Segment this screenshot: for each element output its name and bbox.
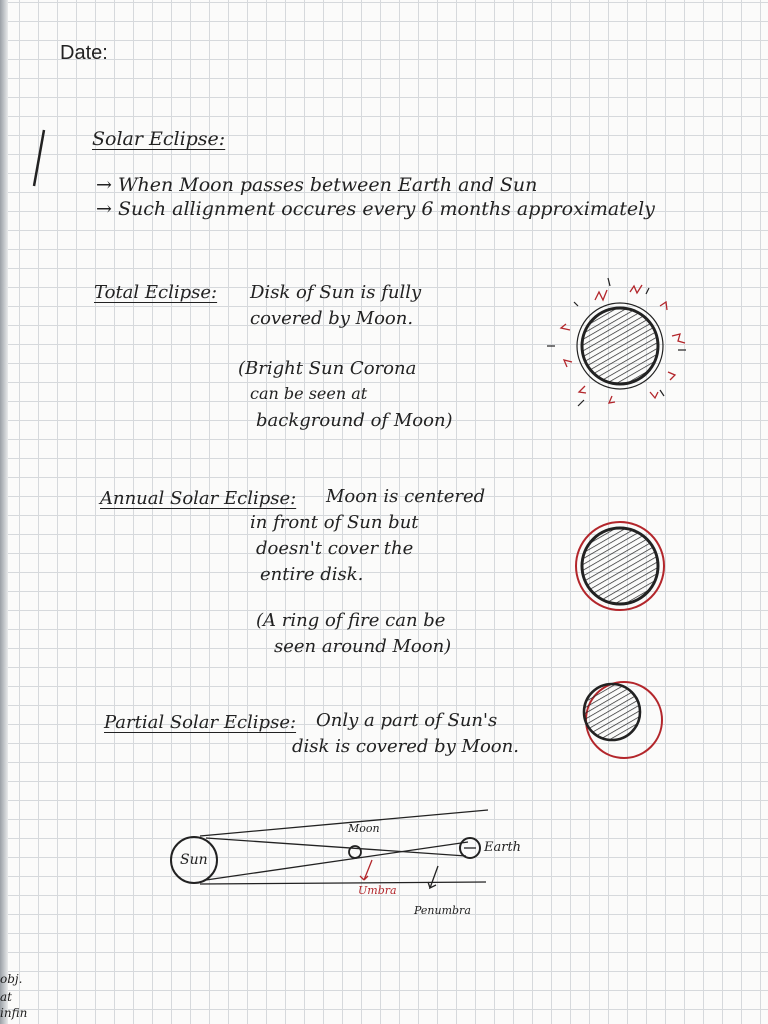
partial-eclipse-text: disk is covered by Moon.: [292, 736, 519, 757]
bullet-item: → When Moon passes between Earth and Sun: [96, 174, 538, 196]
bullet-item: → Such allignment occures every 6 months approximately: [96, 198, 655, 220]
margin-fragment: at: [0, 990, 12, 1004]
annual-eclipse-text: in front of Sun but: [250, 512, 419, 533]
earth-label: Earth: [484, 840, 522, 855]
penumbra-label: Penumbra: [414, 904, 471, 917]
total-eclipse-text: Disk of Sun is fully: [250, 282, 422, 303]
total-eclipse-note: background of Moon): [256, 410, 453, 431]
section-title: Solar Eclipse:: [92, 128, 226, 150]
annual-eclipse-note: seen around Moon): [274, 636, 452, 657]
sun-label: Sun: [180, 852, 208, 868]
umbra-label: Umbra: [358, 884, 397, 897]
annual-eclipse-text: Moon is centered: [326, 486, 486, 507]
annual-eclipse-text: entire disk.: [260, 564, 364, 585]
moon-label: Moon: [348, 822, 380, 835]
total-eclipse-note: (Bright Sun Corona: [238, 358, 417, 379]
annual-eclipse-note: (A ring of fire can be: [256, 610, 446, 631]
date-label: Date:: [60, 42, 108, 64]
total-eclipse-text: covered by Moon.: [250, 308, 414, 329]
margin-fragment: infin: [0, 1006, 28, 1020]
margin-fragment: obj.: [0, 972, 23, 986]
partial-eclipse-text: Only a part of Sun's: [316, 710, 498, 731]
annual-eclipse-text: doesn't cover the: [256, 538, 414, 559]
total-eclipse-note: can be seen at: [250, 384, 368, 403]
annual-eclipse-label: Annual Solar Eclipse:: [100, 488, 297, 509]
partial-eclipse-label: Partial Solar Eclipse:: [104, 712, 297, 733]
total-eclipse-label: Total Eclipse:: [94, 282, 218, 303]
